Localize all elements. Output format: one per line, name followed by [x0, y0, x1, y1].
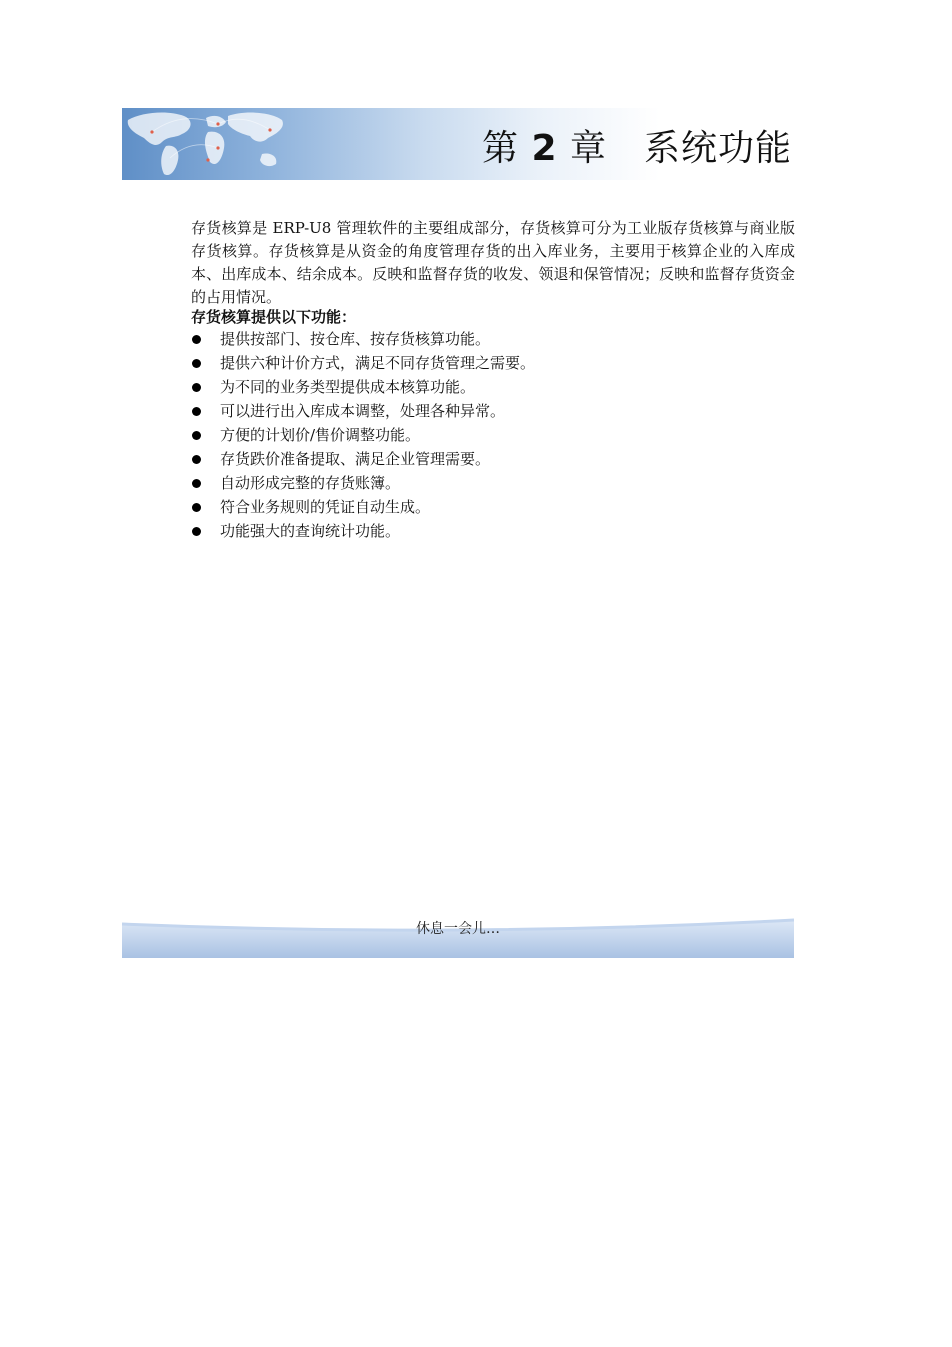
world-map-icon [122, 108, 422, 180]
feature-text: 自动形成完整的存货账簿。 [220, 474, 401, 492]
feature-item [191, 327, 535, 351]
feature-text: 存货跌价准备提取、满足企业管理需要。 [220, 450, 491, 468]
bullet-icon [192, 479, 201, 488]
feature-item [191, 423, 535, 447]
bullet-icon [192, 431, 201, 440]
feature-item [191, 351, 535, 375]
feature-item [191, 447, 535, 471]
bullet-icon [192, 503, 201, 512]
chapter-suffix: 章 系统功能 [557, 128, 792, 169]
chapter-number: 2 [531, 128, 558, 169]
feature-text: 提供按部门、按仓库、按存货核算功能。 [220, 330, 491, 348]
feature-item [191, 375, 535, 399]
feature-text: 功能强大的查询统计功能。 [220, 522, 401, 540]
feature-text: 为不同的业务类型提供成本核算功能。 [220, 378, 476, 396]
bullet-icon [192, 383, 201, 392]
feature-item [191, 519, 535, 543]
bullet-icon [192, 527, 201, 536]
footer-banner [122, 912, 794, 958]
intro-paragraph: 存货核算是 ERP-U8 管理软件的主要组成部分，存货核算可分为工业版存货核算与商业版存货核算。存货核算是从资金的角度管理存货的出入库业务，主要用于核算企业的入库成本、出库成本、结余成本。反映和监督存货的收发、领退和保管情况；反映和监督存货资金的占用情况。 [191, 219, 795, 306]
footer-text: 休息一会儿… [416, 921, 500, 937]
chapter-header-banner [122, 108, 794, 180]
feature-text: 提供六种计价方式，满足不同存货管理之需要。 [220, 354, 536, 372]
feature-item [191, 399, 535, 423]
bullet-icon [192, 359, 201, 368]
bullet-icon [192, 335, 201, 344]
chapter-prefix: 第 [482, 128, 532, 169]
feature-text: 符合业务规则的凭证自动生成。 [220, 498, 431, 516]
feature-item [191, 495, 535, 519]
feature-text: 可以进行出入库成本调整，处理各种异常。 [220, 402, 506, 420]
bullet-icon [192, 407, 201, 416]
feature-text: 方便的计划价/售价调整功能。 [220, 426, 421, 444]
chapter-title [482, 120, 792, 171]
feature-subheading: 存货核算提供以下功能： [191, 308, 357, 326]
bullet-icon [192, 455, 201, 464]
feature-item [191, 471, 535, 495]
feature-list [191, 327, 535, 543]
